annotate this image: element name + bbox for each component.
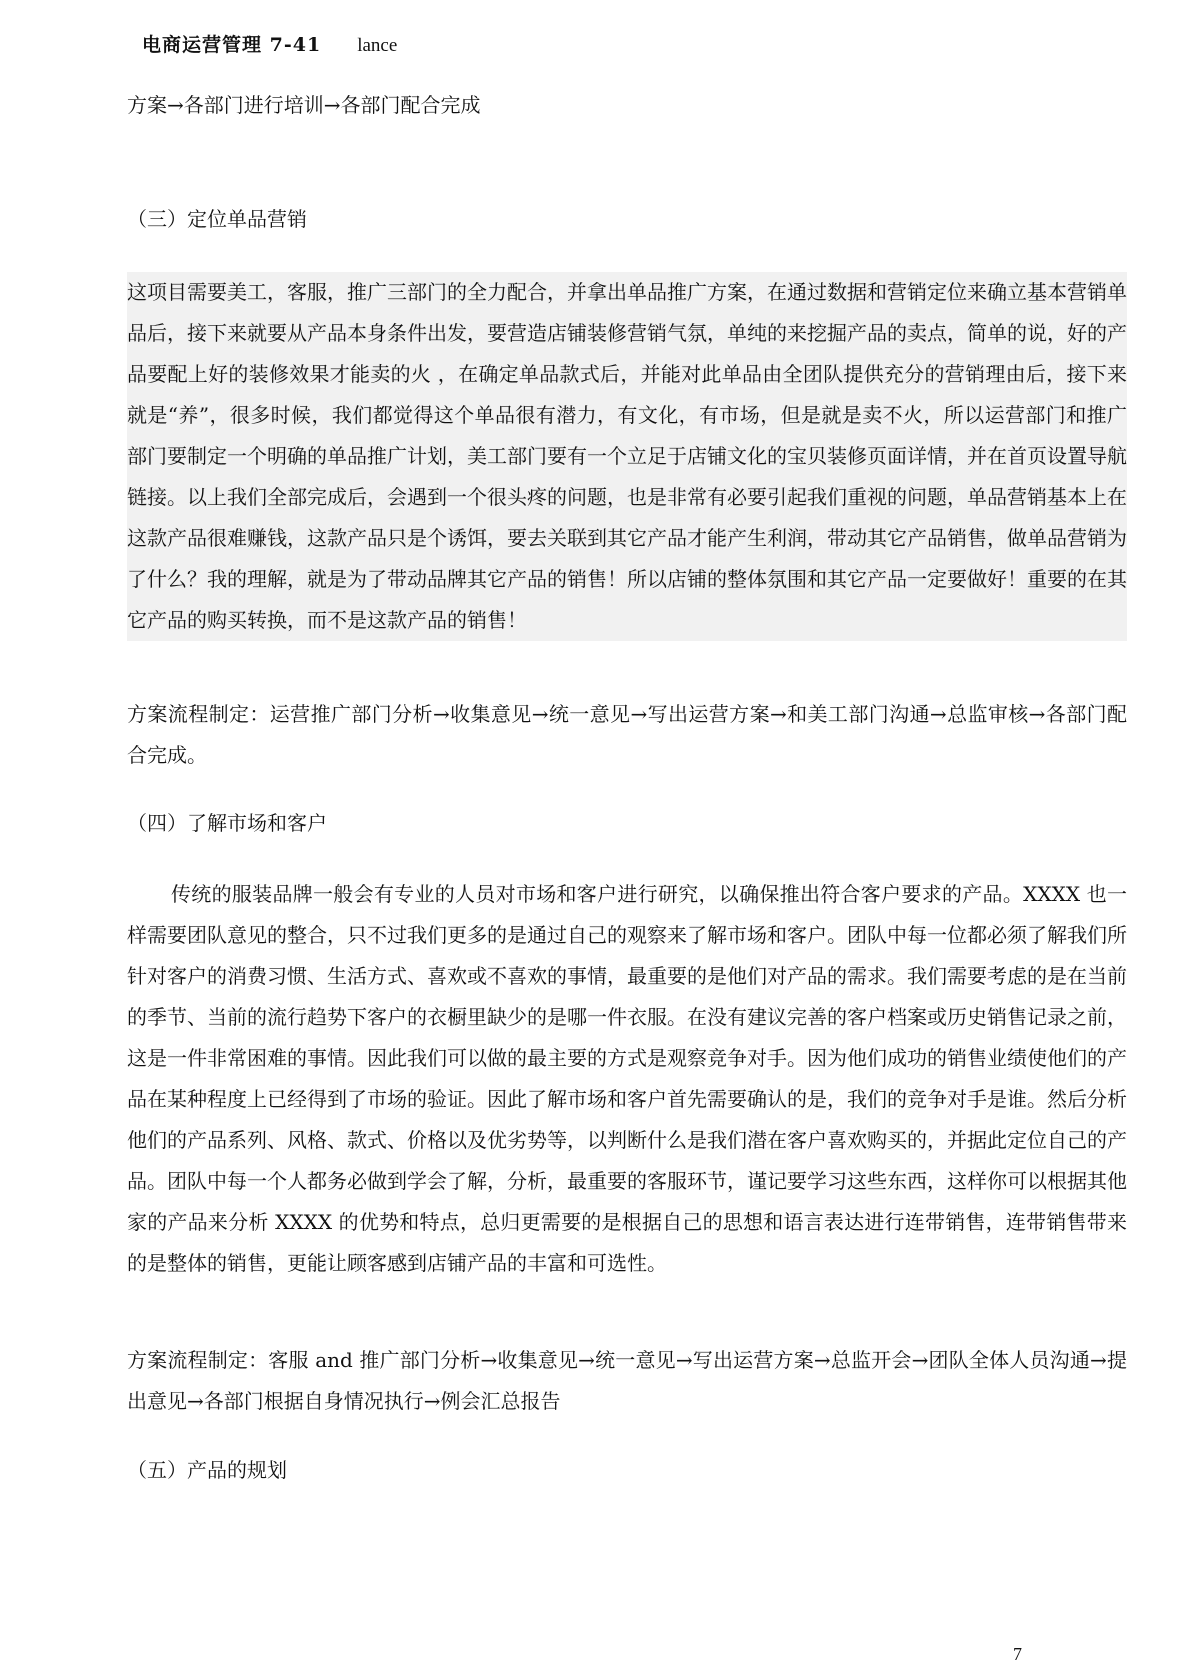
section-4-body: 传统的服装品牌一般会有专业的人员对市场和客户进行研究，以确保推出符合客户要求的产品。XXXX 也一样需要团队意见的整合，只不过我们更多的是通过自己的观察来了解市场和客户。团队中每一位都必须了解我们所针对客户的消费习惯、生活方式、喜欢或不喜欢的事情，最重要的是他们对产品的需求。我们需要考虑的是在当前的季节、当前的流行趋势下客户的衣橱里缺少的是哪一件衣服。在没有建议完善的客户档案或历史销售记录之前，这是一件非常困难的事情。因此我们可以做的最主要的方式是观察竞争对手。因为他们成功的销售业绩使他们的产品在某种程度上已经得到了市场的验证。因此了解市场和客户首先需要确认的是，我们的竞争对手是谁。然后分析他们的产品系列、风格、款式、价格以及优劣势等，以判断什么是我们潜在客户喜欢购买的，并据此定位自己的产品。团队中每一个人都务必做到学会了解，分析，最重要的客服环节，谨记要学习这些东西，这样你可以根据其他家的产品来分析 XXXX 的优势和特点，总归更需要的是根据自己的思想和语言表达进行连带销售，连带销售带来的是整体的销售，更能让顾客感到店铺产品的丰富和可选性。 (127, 882, 1127, 1275)
page-number: 7 (1013, 1644, 1022, 1664)
header-author: lance (357, 35, 398, 56)
section-heading-3: （三）定位单品营销 (127, 207, 307, 231)
header-title: 电商运营管理 7-41 (142, 34, 322, 56)
section-3-flow: 方案流程制定：运营推广部门分析→收集意见→统一意见→写出运营方案→和美工部门沟通→总监审核→各部门配合完成。 (127, 702, 1127, 767)
section-3-body: 这项目需要美工，客服，推广三部门的全力配合，并拿出单品推广方案，在通过数据和营销定位来确立基本营销单品后，接下来就要从产品本身条件出发，要营造店铺装修营销气氛，单纯的来挖掘产品的卖点，简单的说，好的产品要配上好的装修效果才能卖的火 ，在确定单品款式后，并能对此单品由全团队提供充分的营销理由后，接下来就是“养”，很多时候，我们都觉得这个单品很有潜力，有文化，有市场，但是就是卖不火，所以运营部门和推广部门要制定一个明确的单品推广计划，美工部门要有一个立足于店铺文化的宝贝装修页面详情，并在首页设置导航链接。以上我们全部完成后，会遇到一个很头疼的问题，也是非常有必要引起我们重视的问题，单品营销基本上在这款产品很难赚钱，这款产品只是个诱饵，要去关联到其它产品才能产生利润，带动其它产品销售，做单品营销为了什么？我的理解，就是为了带动品牌其它产品的销售！所以店铺的整体氛围和其它产品一定要做好！重要的在其它产品的购买转换，而不是这款产品的销售！ (127, 272, 1127, 641)
section-heading-4: （四）了解市场和客户 (127, 811, 327, 835)
intro-flow-paragraph: 方案→各部门进行培训→各部门配合完成 (127, 93, 481, 117)
page-header (142, 30, 397, 57)
section-4-flow: 方案流程制定：客服 and 推广部门分析→收集意见→统一意见→写出运营方案→总监开会→团队全体人员沟通→提出意见→各部门根据自身情况执行→例会汇总报告 (127, 1348, 1127, 1413)
section-heading-5: （五）产品的规划 (127, 1458, 287, 1482)
